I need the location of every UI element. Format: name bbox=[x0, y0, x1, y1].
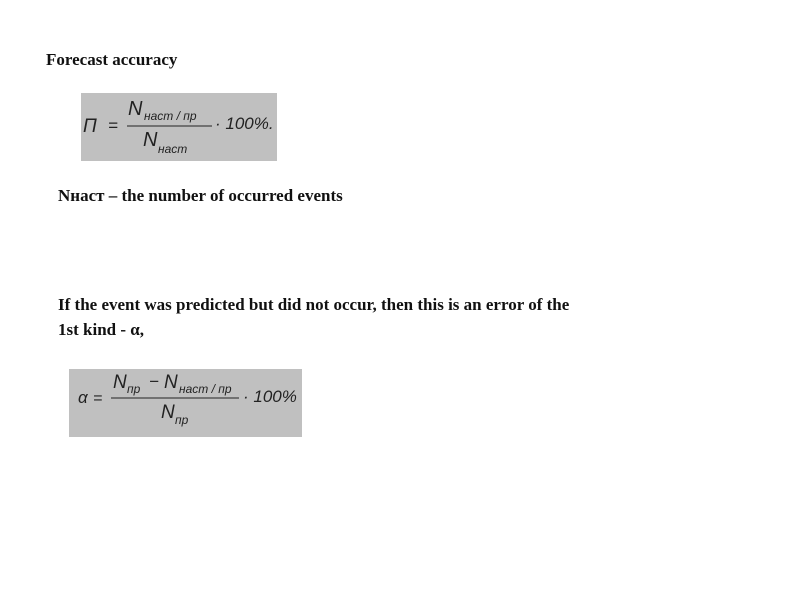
accuracy-factor: · 100%. bbox=[215, 114, 274, 133]
alpha-minus: − bbox=[149, 372, 159, 391]
accuracy-numerator-subscript: наст / пр bbox=[144, 109, 197, 123]
accuracy-denominator-symbol: N bbox=[143, 129, 158, 151]
error-description bbox=[58, 292, 698, 342]
alpha-numerator-subscript-1: пр bbox=[127, 382, 141, 396]
accuracy-numerator-symbol: N bbox=[128, 98, 143, 120]
alpha-numerator-symbol-1: N bbox=[113, 372, 127, 393]
accuracy-lhs: П bbox=[83, 116, 97, 137]
accuracy-equals: = bbox=[108, 116, 118, 135]
accuracy-denominator-subscript: наст bbox=[158, 142, 188, 156]
alpha-denominator-symbol: N bbox=[161, 402, 175, 423]
alpha-factor: · 100% bbox=[243, 387, 297, 406]
alpha-equals: = bbox=[93, 390, 103, 407]
slide-heading: Forecast accuracy bbox=[46, 50, 178, 69]
alpha-numerator-subscript-2: наст / пр bbox=[179, 382, 232, 396]
alpha-formula bbox=[69, 369, 302, 437]
accuracy-formula bbox=[81, 93, 277, 161]
alpha-formula-graphic bbox=[69, 369, 302, 437]
accuracy-formula-graphic bbox=[81, 93, 277, 161]
error-description-line-2: 1st kind - α, bbox=[58, 320, 145, 339]
definition-text: Nнаст – the number of occurred events bbox=[58, 186, 343, 205]
alpha-denominator-subscript: пр bbox=[175, 413, 189, 427]
alpha-numerator-symbol-2: N bbox=[164, 372, 178, 393]
alpha-lhs: α bbox=[78, 388, 88, 407]
error-description-line-1: If the event was predicted but did not occur, then this is an error of the bbox=[58, 295, 570, 314]
